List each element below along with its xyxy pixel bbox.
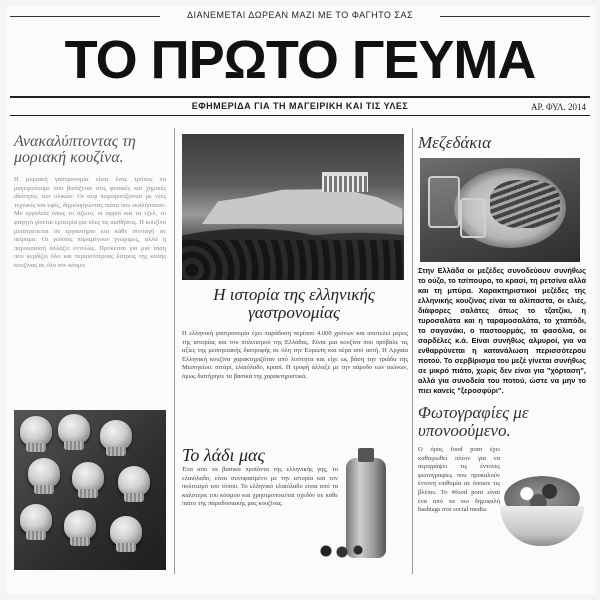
masthead-subbar — [10, 96, 590, 116]
column-divider-right — [412, 128, 413, 574]
glass-shape — [460, 198, 486, 238]
cupcake — [118, 466, 150, 496]
dessert-bowl-photo — [500, 470, 584, 560]
column-divider-left — [174, 128, 175, 574]
parthenon-shape — [322, 172, 368, 192]
cupcakes-photo — [14, 410, 166, 570]
top-distribution-line — [10, 10, 590, 24]
olives-icon — [318, 544, 368, 558]
newspaper-masthead: ΤΟ ΠΡΩΤΟ ΓΕΥΜΑ — [64, 30, 536, 90]
meze-headline: Μεζεδάκια — [418, 133, 492, 152]
food-photos-article: Ο όρος food porn έχει καθιερωθεί πλέον για να περιγράψει τις έντονες φωτογραφίες που προκαλούν έντονη επιθυμία σε όποιον τις βλέπει. Το #food porn είναι ένα από τα πιο δημοφιλή hashtags στα social media. — [418, 446, 500, 514]
greek-gastronomy-article: Η ελληνική γαστρονομία έχει παράδοση περίπου 4.000 χρόνων και αποτελεί μέρος της ιστορίας και του πολιτισμού της Ελλάδας. Είναι μια κουζίνα που πρόβαλε τις αξίες της μεσογειακής διατροφής σε όλη την Ευρώπη και πέρα από αυτή. Η Αρχαία Ελληνική κουζίνα χαρακτηριζόταν από λιτότητα και είχε ως βάση την τριάδα της Μεσογείου: σιτάρι, ελαιόλαδο, κρασί. Η τροφή άλλαξε με την πάροδο των αιώνων, όμως διατήρησε τα βασικά της χαρακτηριστικά. — [182, 330, 408, 380]
top-rule-right — [440, 16, 590, 17]
olive-oil-article: Ένα από τα βασικά προϊόντα της ελληνικής γης, το ελαιόλαδο, είναι συνυφασμένο με την ιστορία και τον πολιτισμό του τόπου. Το ελληνικό ελαιόλαδο είναι από τα καλύτερα του κόσμου και χρησιμοποιείται σχεδόν σε κάθε πιάτο της παραδοσιακής μας κουζίνας. — [182, 466, 338, 508]
cupcake — [28, 458, 60, 488]
cupcake — [58, 414, 90, 444]
meze-photo — [420, 158, 580, 262]
trees-shape — [182, 240, 404, 280]
acropolis-photo — [182, 134, 404, 280]
molecular-cuisine-headline: Ανακαλύπτοντας τη μοριακή κουζίνα. — [14, 133, 136, 166]
issue-number: ΑΡ. ΦΥΛ. 2014 — [531, 102, 586, 112]
greek-gastronomy-headline: Η ιστορία της ελληνικής γαστρονομίας — [213, 285, 375, 322]
sardines-shape — [490, 180, 560, 228]
cupcake — [20, 416, 52, 446]
distribution-note: ΔΙΑΝΕΜΕΤΑΙ ΔΩΡΕΑΝ ΜΑΖΙ ΜΕ ΤΟ ΦΑΓΗΤΟ ΣΑΣ — [186, 10, 414, 20]
cupcake — [64, 510, 96, 540]
cupcake — [100, 420, 132, 450]
meze-article: Στην Ελλάδα οι μεζέδες συνοδεύουν συνήθως το ούζο, το τσίπουρο, το κρασί, τη ρετσίνα αλλά και τη μπύρα. Χαρακτηριστικοί μεζέδες της ελληνικής κουζίνας είναι τα αλίπαστα, οι ελιές, διάφορες σαλάτες όπως το τζατζίκι, η τυροσαλάτα και η ταραμοσαλάτα, το χταπόδι, το σαγανάκι, ο παστουρμάς, τα φασόλια, οι σαρδέλες κ.ά. Είναι συνήθως αλμυροί, για να ενθαρρύνεται η κατανάλωση περισσότερου ποτού. Το σερβίρισμα του μεζέ γίνεται συνήθως σε μικρό πιάτο, χωρίς δεν είναι για "χόρταση", αλλά για συνοδεία του ποτού, ώστε να μην το πιει κανείς "ξεροσφύρι". — [418, 266, 586, 395]
glass-shape — [428, 176, 460, 228]
acropolis-rock — [202, 186, 402, 224]
cupcake — [20, 504, 52, 534]
newspaper-tagline: ΕΦΗΜΕΡΙΔΑ ΓΙΑ ΤΗ ΜΑΓΕΙΡΙΚΗ ΚΑΙ ΤΙΣ ΥΛΕΣ — [191, 101, 409, 111]
bottle-icon — [346, 458, 386, 558]
olive-oil-bottle-photo — [316, 448, 408, 564]
bowl-shape — [500, 506, 584, 546]
olive-oil-headline: Το λάδι μας — [182, 445, 265, 465]
cupcake — [72, 462, 104, 492]
food-photos-headline: Φωτογραφίες με υπονοούμενο. — [418, 403, 529, 440]
molecular-cuisine-article: Η μοριακή γαστρονομία είναι ένας τρόπος να μαγειρεύουμε που βασίζεται στις φυσικές και χημικές ιδιότητες των υλικών. Οι σεφ πειραματίζονται με νέες τεχνικές και υφές, δημιουργώντας πιάτα που εκπλήσσουν. Με εργαλεία όπως το άζωτο, οι αφροί και τα τζελ, το φαγητό γίνεται εμπειρία για όλες τις αισθήσεις. Η κουζίνα μετατρέπεται σε εργαστήριο και κάθε συνταγή σε πείραμα. Οι γεύσεις παραμένουν γνώριμες, αλλά η παρουσίαση αλλάζει εντελώς. Πρόκειται για μια τάση που κερδίζει όλο και περισσότερους λάτρεις της καλής κουζίνας σε όλο τον κόσμο. — [14, 176, 166, 269]
cupcake — [110, 516, 142, 546]
